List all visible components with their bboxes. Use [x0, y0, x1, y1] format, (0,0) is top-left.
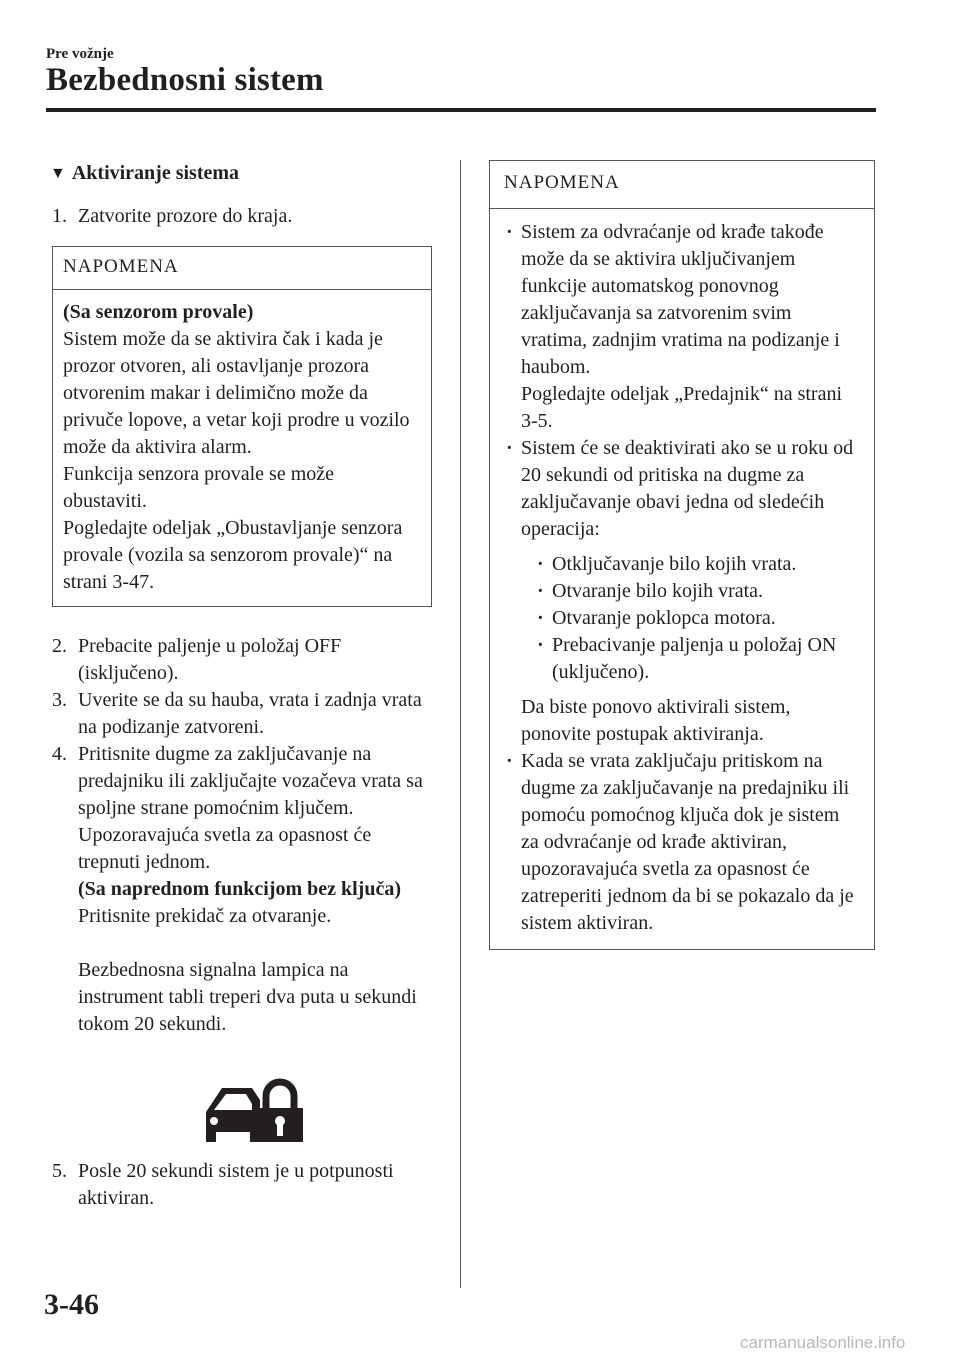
step-text: Zatvorite prozore do kraja. — [78, 205, 293, 227]
note-bullet — [506, 435, 862, 748]
note-subheading: (Sa senzorom provale) — [63, 301, 254, 323]
sub-bullet-text: Otključavanje bilo kojih vrata. — [552, 553, 797, 575]
step-text: Uverite se da su hauba, vrata i zadnja vrata na podizanje zatvoreni. — [78, 689, 422, 738]
step-number: 4. — [52, 743, 67, 765]
note-box — [489, 160, 875, 950]
sub-bullet — [537, 551, 862, 578]
bullet-dot-icon: · — [506, 437, 513, 459]
sub-bullet — [537, 632, 862, 686]
step-5 — [52, 1158, 432, 1212]
note-reference: Pogledajte odeljak „Obustavljanje senzora provale (vozila sa senzorom provale)“ na strani 3-47. — [63, 517, 403, 593]
step-number: 3. — [52, 689, 67, 711]
column-divider — [460, 160, 461, 1288]
note-label: NAPOMENA — [490, 161, 874, 209]
note-label: NAPOMENA — [53, 247, 431, 290]
step-text: Posle 20 sekundi sistem je u potpunosti aktiviran. — [78, 1160, 394, 1209]
note-body — [53, 290, 431, 606]
step-number: 5. — [52, 1160, 67, 1182]
step-text: Prebacite paljenje u položaj OFF (isključeno). — [78, 635, 342, 684]
section-heading-text: Aktiviranje sistema — [71, 162, 240, 184]
bullet-dot-icon: · — [537, 607, 544, 629]
bullet-dot-icon: · — [506, 750, 513, 772]
sub-bullet-text: Otvaranje poklopca motora. — [552, 607, 776, 629]
triangle-down-icon: ▼ — [50, 165, 66, 182]
step-2 — [52, 633, 432, 687]
step-text: Upozoravajuća svetla za opasnost će trepnuti jednom. — [78, 824, 372, 873]
sub-bullet-text: Otvaranje bilo kojih vrata. — [552, 580, 764, 602]
header-divider — [46, 108, 876, 112]
sub-bullet-list — [537, 551, 862, 686]
bullet-text: Kada se vrata zaključaju pritiskom na dugme za zaključavanje na predajniku ili pomoću pomoćnog ključa dok je sistem za odvraćanje od krađe aktiviran, upozoravajuća svetla za opasnost će zatreperiti jednom da bi se pokazalo da je sistem aktiviran. — [521, 750, 854, 934]
right-column — [489, 160, 875, 950]
note-paragraph: Funkcija senzora provale se može obustaviti. — [63, 463, 335, 512]
bullet-text: Sistem za odvraćanje od krađe takođe može da se aktivira uključivanjem funkcije automatskog ponovnog zaključavanja sa zatvorenim svim vratima, zadnjim vratima na podizanje i haubom. — [521, 221, 840, 378]
step-number: 1. — [52, 205, 67, 227]
note-paragraph: Sistem može da se aktivira čak i kada je prozor otvoren, ali ostavljanje prozora otvorenim makar i delimično može da privuče lopove, a vetar koji prodre u vozilo može da aktivira alarm. — [63, 328, 410, 458]
page-title: Bezbednosni sistem — [46, 62, 324, 98]
page-number: 3-46 — [44, 1288, 99, 1321]
section-label: Pre vožnje — [46, 46, 114, 62]
bullet-dot-icon: · — [506, 221, 513, 243]
sub-bullet — [537, 578, 862, 605]
step-1 — [52, 203, 432, 230]
bullet-reference: Pogledajte odeljak „Predajnik“ na strani 3-5. — [521, 383, 843, 432]
bullet-text: Sistem će se deaktivirati ako se u roku od 20 sekundi od pritiska na dugme za zaključavanje obavi jedna od sledećih operacija: — [521, 437, 854, 540]
step-number: 2. — [52, 635, 67, 657]
step-4 — [52, 741, 432, 1038]
step-subheading: (Sa naprednom funkcijom bez ključa) — [78, 878, 401, 900]
step-3 — [52, 687, 432, 741]
step-text: Pritisnite prekidač za otvaranje. — [78, 905, 332, 927]
bullet-dot-icon: · — [537, 553, 544, 575]
bullet-dot-icon: · — [537, 580, 544, 602]
watermark: carmanualsonline.info — [740, 1333, 906, 1352]
sub-bullet — [537, 605, 862, 632]
sub-bullet-text: Prebacivanje paljenja u položaj ON (uključeno). — [552, 634, 837, 683]
note-bullet — [506, 748, 862, 937]
security-indicator-icon — [200, 1078, 306, 1144]
bullet-dot-icon: · — [537, 634, 544, 656]
left-column — [52, 160, 432, 1212]
step-text: Bezbednosna signalna lampica na instrument tabli treperi dva puta u sekundi tokom 20 sekundi. — [78, 959, 417, 1035]
section-heading — [50, 160, 432, 187]
step-text: Pritisnite dugme za zaključavanje na predajniku ili zaključajte vozačeva vrata sa spoljne strane pomoćnim ključem. — [78, 743, 423, 819]
bullet-text: Da biste ponovo aktivirali sistem, ponovite postupak aktiviranja. — [521, 696, 791, 745]
note-box — [52, 246, 432, 607]
note-bullet — [506, 219, 862, 435]
note-body — [490, 209, 874, 949]
